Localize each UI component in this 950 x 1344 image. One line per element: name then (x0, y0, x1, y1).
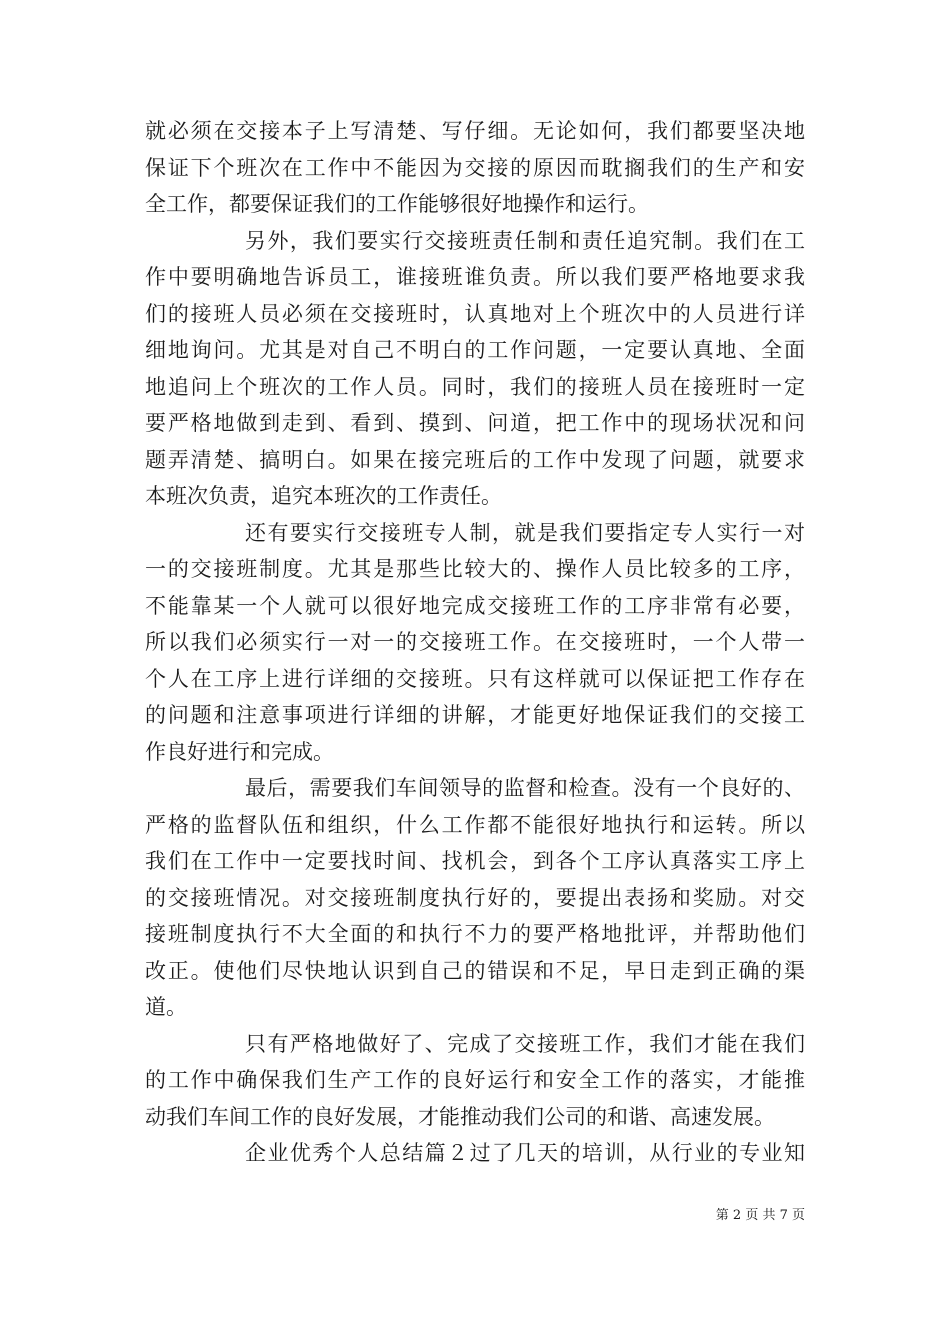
text-line: 作中要明确地告诉员工，谁接班谁负责。所以我们要严格地要求我 (145, 265, 805, 289)
paragraph (145, 223, 805, 515)
paragraph (145, 770, 805, 1026)
text-line: 我们在工作中一定要找时间、找机会，到各个工序认真落实工序上 (145, 849, 805, 873)
text-line: 全工作，都要保证我们的工作能够很好地操作和运行。 (145, 192, 649, 216)
text-line: 严格的监督队伍和组织，什么工作都不能很好地执行和运转。所以 (145, 812, 805, 837)
paragraph (145, 113, 805, 223)
text-line: 要严格地做到走到、看到、摸到、问道，把工作中的现场状况和问 (145, 411, 805, 435)
text-line: 地追问上个班次的工作人员。同时，我们的接班人员在接班时一定 (145, 374, 805, 399)
text-line: 细地询问。尤其是对自己不明白的工作问题，一定要认真地、全面 (145, 338, 805, 362)
text-line: 作良好进行和完成。 (145, 739, 334, 764)
text-line: 不能靠某一个人就可以很好地完成交接班工作的工序非常有必要， (145, 593, 805, 618)
text-line: 题弄清楚、搞明白。如果在接完班后的工作中发现了问题，就要求 (145, 447, 805, 472)
text-line: 的工作中确保我们生产工作的良好运行和安全工作的落实，才能推 (145, 1068, 805, 1092)
page-number: 第 2 页 共 7 页 (715, 1208, 805, 1223)
text-line: 一的交接班制度。尤其是那些比较大的、操作人员比较多的工序， (145, 557, 805, 581)
text-line: 的交接班情况。对交接班制度执行好的，要提出表扬和奖励。对交 (145, 885, 805, 910)
paragraph (145, 1135, 805, 1172)
text-line: 还有要实行交接班专人制，就是我们要指定专人实行一对 (245, 520, 805, 545)
text-line: 道。 (145, 995, 187, 1019)
paragraph (145, 1026, 805, 1136)
document-body (145, 113, 805, 1172)
text-line: 改正。使他们尽快地认识到自己的错误和不足，早日走到正确的渠 (145, 958, 805, 983)
text-line: 本班次负责，追究本班次的工作责任。 (145, 484, 502, 508)
text-line: 另外，我们要实行交接班责任制和责任追究制。我们在工 (245, 228, 805, 253)
text-line: 所以我们必须实行一对一的交接班工作。在交接班时，一个人带一 (145, 630, 805, 654)
text-line: 企业优秀个人总结篇２过了几天的培训，从行业的专业知 (245, 1141, 805, 1165)
text-line: 个人在工序上进行详细的交接班。只有这样就可以保证把工作存在 (145, 666, 805, 691)
text-line: 接班制度执行不大全面的和执行不力的要严格地批评，并帮助他们 (145, 922, 805, 946)
text-line: 就必须在交接本子上写清楚、写仔细。无论如何，我们都要坚决地 (145, 119, 805, 143)
text-line: 们的接班人员必须在交接班时，认真地对上个班次中的人员进行详 (145, 301, 805, 326)
text-line: 动我们车间工作的良好发展，才能推动我们公司的和谐、高速发展。 (145, 1104, 775, 1129)
text-line: 最后，需要我们车间领导的监督和检查。没有一个良好的、 (245, 776, 805, 800)
text-line: 保证下个班次在工作中不能因为交接的原因而耽搁我们的生产和安 (145, 155, 805, 180)
paragraph (145, 515, 805, 771)
text-line: 只有严格地做好了、完成了交接班工作，我们才能在我们 (245, 1031, 805, 1056)
text-line: 的问题和注意事项进行详细的讲解，才能更好地保证我们的交接工 (145, 703, 805, 727)
